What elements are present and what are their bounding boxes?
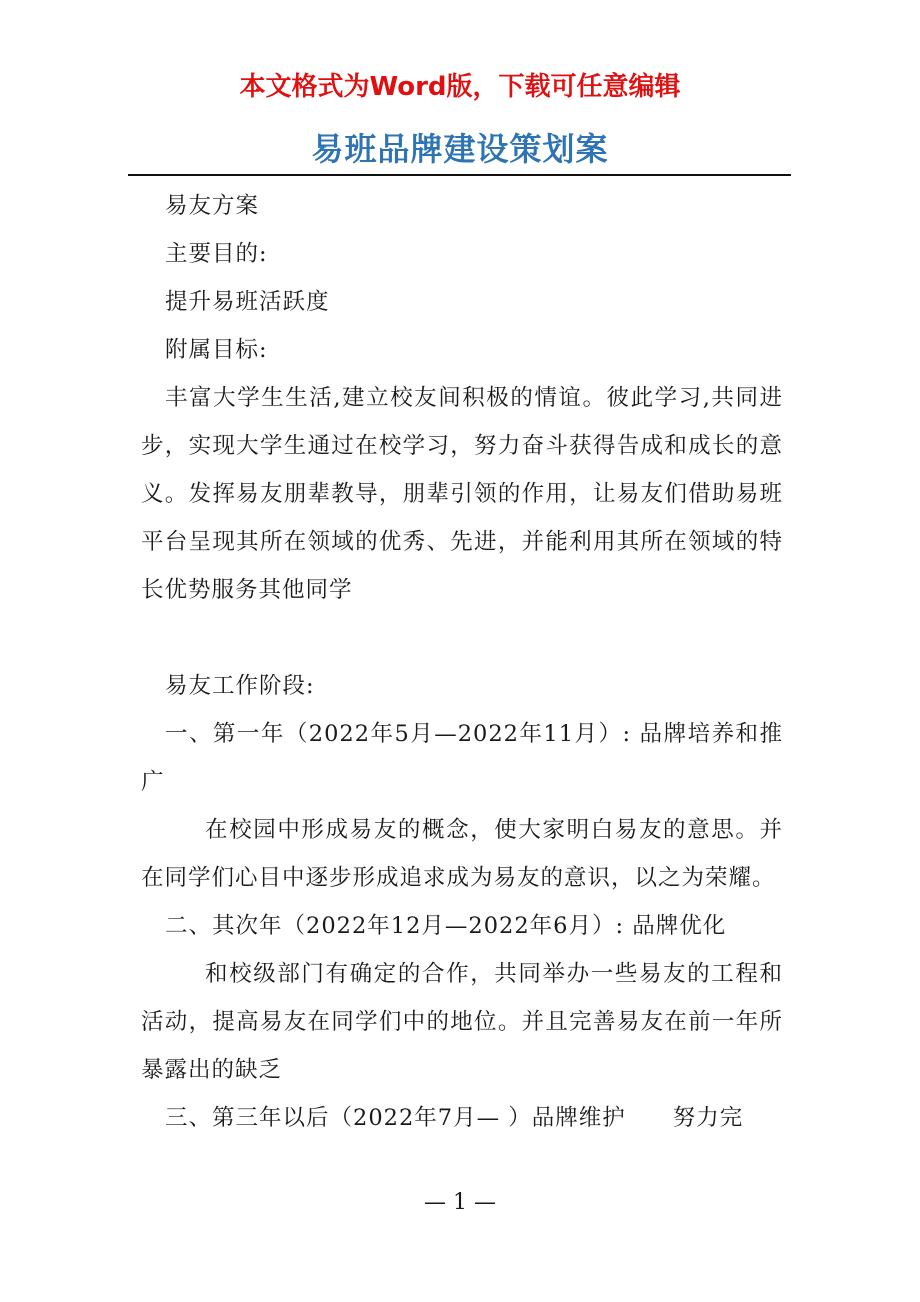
paragraph: 主要目的: — [165, 241, 268, 267]
paragraph: 易友方案 — [165, 193, 260, 219]
paragraph: 丰富大学生生活,建立校友间积极的情谊。彼此学习,共同进步，实现大学生通过在校学习，努力奋斗获得告成和成长的意义。发挥易友朋辈教导，朋辈引领的作用，让易友们借助易班平台呈现其所在领域的优秀、先进，并能利用其所在领域的特长优势服务其他同学 — [141, 385, 783, 603]
paragraph: 二、其次年（2022年12月—2022年6月）: 品牌优化 — [165, 913, 727, 939]
title-divider — [128, 174, 791, 176]
blank-line — [141, 614, 783, 662]
paragraph: 提升易班活跃度 — [165, 289, 330, 315]
document-title: 易班品牌建设策划案 — [311, 130, 609, 168]
paragraph: 易友工作阶段: — [165, 673, 315, 699]
paragraph: 附属目标: — [165, 337, 268, 363]
paragraph: 三、第三年以后（2022年7月— ）品牌维护 努力完 — [165, 1105, 744, 1131]
download-banner: 本文格式为Word版，下载可任意编辑 — [239, 72, 681, 102]
paragraph: 一、第一年（2022年5月—2022年11月）: 品牌培养和推广 — [141, 721, 783, 795]
paragraph: 在校园中形成易友的概念，使大家明白易友的意思。并在同学们心目中逐步形成追求成为易友的意识，以之为荣耀。 — [141, 817, 783, 891]
paragraph: 和校级部门有确定的合作，共同举办一些易友的工程和活动，提高易友在同学们中的地位。并且完善易友在前一年所暴露出的缺乏 — [141, 961, 783, 1083]
page-number: — 1 — — [424, 1190, 496, 1215]
document-body — [141, 182, 783, 1142]
